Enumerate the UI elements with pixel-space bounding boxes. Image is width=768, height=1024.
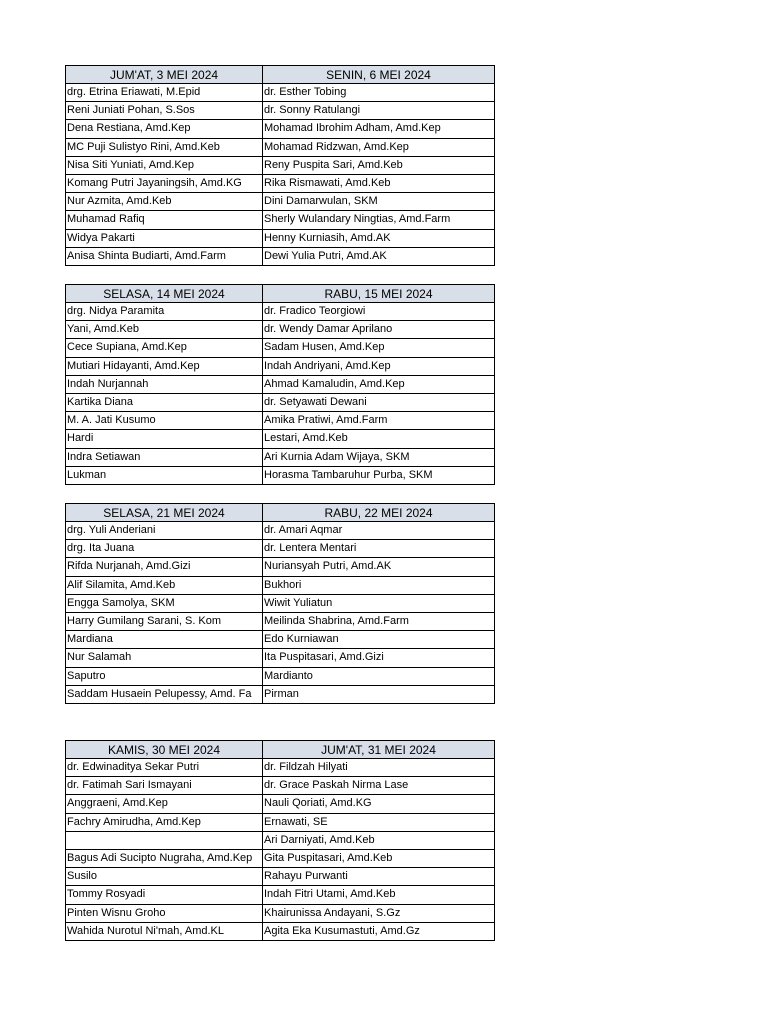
name-cell: Tommy Rosyadi: [66, 886, 263, 904]
name-cell: Meilinda Shabrina, Amd.Farm: [263, 612, 495, 630]
name-cell: Cece Supiana, Amd.Kep: [66, 339, 263, 357]
name-cell: Gita Puspitasari, Amd.Keb: [263, 849, 495, 867]
date-header: SELASA, 21 MEI 2024: [66, 504, 263, 522]
name-cell: dr. Fildzah Hilyati: [263, 759, 495, 777]
name-cell: Wiwit Yuliatun: [263, 594, 495, 612]
table-row: [66, 430, 495, 448]
name-cell: Nauli Qoriati, Amd.KG: [263, 795, 495, 813]
table-row: [66, 576, 495, 594]
name-cell: M. A. Jati Kusumo: [66, 412, 263, 430]
name-cell: Indra Setiawan: [66, 448, 263, 466]
name-cell: [66, 831, 263, 849]
name-cell: Ari Kurnia Adam Wijaya, SKM: [263, 448, 495, 466]
name-cell: Kartika Diana: [66, 393, 263, 411]
table-row: [66, 612, 495, 630]
name-cell: dr. Grace Paskah Nirma Lase: [263, 777, 495, 795]
table-row: [66, 540, 495, 558]
name-cell: Dini Damarwulan, SKM: [263, 193, 495, 211]
schedule-table: [65, 284, 495, 485]
table-row: [66, 393, 495, 411]
name-cell: dr. Fatimah Sari Ismayani: [66, 777, 263, 795]
table-row: [66, 594, 495, 612]
table-row: [66, 193, 495, 211]
table-row: [66, 886, 495, 904]
name-cell: Engga Samolya, SKM: [66, 594, 263, 612]
table-row: [66, 357, 495, 375]
table-row: [66, 795, 495, 813]
table-row: [66, 102, 495, 120]
table-row: [66, 211, 495, 229]
name-cell: Mardianto: [263, 667, 495, 685]
header-row: [66, 285, 495, 303]
date-header: SELASA, 14 MEI 2024: [66, 285, 263, 303]
table-row: [66, 831, 495, 849]
table-row: [66, 649, 495, 667]
name-cell: dr. Setyawati Dewani: [263, 393, 495, 411]
name-cell: Hardi: [66, 430, 263, 448]
name-cell: Dewi Yulia Putri, Amd.AK: [263, 247, 495, 265]
name-cell: Susilo: [66, 868, 263, 886]
name-cell: Amika Pratiwi, Amd.Farm: [263, 412, 495, 430]
name-cell: Wahida Nurotul Ni'mah, Amd.KL: [66, 922, 263, 940]
name-cell: drg. Ita Juana: [66, 540, 263, 558]
date-header: SENIN, 6 MEI 2024: [263, 66, 495, 84]
table-row: [66, 375, 495, 393]
name-cell: Mutiari Hidayanti, Amd.Kep: [66, 357, 263, 375]
table-row: [66, 667, 495, 685]
table-row: [66, 631, 495, 649]
name-cell: Sadam Husen, Amd.Kep: [263, 339, 495, 357]
name-cell: dr. Wendy Damar Aprilano: [263, 321, 495, 339]
name-cell: Mardiana: [66, 631, 263, 649]
table-row: [66, 84, 495, 102]
name-cell: Lestari, Amd.Keb: [263, 430, 495, 448]
name-cell: Nuriansyah Putri, Amd.AK: [263, 558, 495, 576]
name-cell: Widya Pakarti: [66, 229, 263, 247]
table-row: [66, 759, 495, 777]
table-row: [66, 303, 495, 321]
name-cell: drg. Yuli Anderiani: [66, 522, 263, 540]
date-header: RABU, 15 MEI 2024: [263, 285, 495, 303]
header-row: [66, 66, 495, 84]
table-row: [66, 339, 495, 357]
schedule-block-3: [65, 503, 494, 704]
name-cell: dr. Esther Tobing: [263, 84, 495, 102]
table-row: [66, 120, 495, 138]
name-cell: Horasma Tambaruhur Purba, SKM: [263, 466, 495, 484]
name-cell: drg. Etrina Eriawati, M.Epid: [66, 84, 263, 102]
name-cell: Saddam Husaein Pelupessy, Amd. Fa: [66, 685, 263, 703]
name-cell: Saputro: [66, 667, 263, 685]
name-cell: drg. Nidya Paramita: [66, 303, 263, 321]
name-cell: Pinten Wisnu Groho: [66, 904, 263, 922]
name-cell: Fachry Amirudha, Amd.Kep: [66, 813, 263, 831]
name-cell: Yani, Amd.Keb: [66, 321, 263, 339]
date-header: KAMIS, 30 MEI 2024: [66, 741, 263, 759]
schedule-block-2: [65, 284, 494, 485]
table-row: [66, 904, 495, 922]
name-cell: Edo Kurniawan: [263, 631, 495, 649]
table-row: [66, 174, 495, 192]
table-row: [66, 685, 495, 703]
name-cell: Reni Juniati Pohan, S.Sos: [66, 102, 263, 120]
name-cell: Sherly Wulandary Ningtias, Amd.Farm: [263, 211, 495, 229]
name-cell: Nur Salamah: [66, 649, 263, 667]
name-cell: Komang Putri Jayaningsih, Amd.KG: [66, 174, 263, 192]
name-cell: Bukhori: [263, 576, 495, 594]
date-header: JUM'AT, 31 MEI 2024: [263, 741, 495, 759]
schedule-table: [65, 503, 495, 704]
name-cell: Agita Eka Kusumastuti, Amd.Gz: [263, 922, 495, 940]
name-cell: Anggraeni, Amd.Kep: [66, 795, 263, 813]
name-cell: Harry Gumilang Sarani, S. Kom: [66, 612, 263, 630]
name-cell: Khairunissa Andayani, S.Gz: [263, 904, 495, 922]
table-row: [66, 138, 495, 156]
name-cell: Rahayu Purwanti: [263, 868, 495, 886]
name-cell: Ernawati, SE: [263, 813, 495, 831]
table-row: [66, 868, 495, 886]
table-row: [66, 849, 495, 867]
name-cell: Ahmad Kamaludin, Amd.Kep: [263, 375, 495, 393]
date-header: RABU, 22 MEI 2024: [263, 504, 495, 522]
name-cell: Anisa Shinta Budiarti, Amd.Farm: [66, 247, 263, 265]
name-cell: Dena Restiana, Amd.Kep: [66, 120, 263, 138]
table-row: [66, 412, 495, 430]
name-cell: Indah Fitri Utami, Amd.Keb: [263, 886, 495, 904]
schedule-table: [65, 740, 495, 941]
table-row: [66, 558, 495, 576]
schedule-table: [65, 65, 495, 266]
date-header: JUM'AT, 3 MEI 2024: [66, 66, 263, 84]
schedule-block-4: [65, 740, 494, 941]
table-row: [66, 156, 495, 174]
name-cell: Muhamad Rafiq: [66, 211, 263, 229]
name-cell: Reny Puspita Sari, Amd.Keb: [263, 156, 495, 174]
name-cell: Nisa Siti Yuniati, Amd.Kep: [66, 156, 263, 174]
name-cell: Nur Azmita, Amd.Keb: [66, 193, 263, 211]
name-cell: Ita Puspitasari, Amd.Gizi: [263, 649, 495, 667]
table-row: [66, 448, 495, 466]
table-row: [66, 466, 495, 484]
name-cell: Lukman: [66, 466, 263, 484]
table-row: [66, 777, 495, 795]
name-cell: dr. Edwinaditya Sekar Putri: [66, 759, 263, 777]
table-row: [66, 321, 495, 339]
name-cell: Bagus Adi Sucipto Nugraha, Amd.Kep: [66, 849, 263, 867]
name-cell: Mohamad Ridzwan, Amd.Kep: [263, 138, 495, 156]
name-cell: dr. Sonny Ratulangi: [263, 102, 495, 120]
header-row: [66, 741, 495, 759]
name-cell: Pirman: [263, 685, 495, 703]
name-cell: Henny Kurniasih, Amd.AK: [263, 229, 495, 247]
table-row: [66, 247, 495, 265]
name-cell: dr. Amari Aqmar: [263, 522, 495, 540]
name-cell: Alif Silamita, Amd.Keb: [66, 576, 263, 594]
name-cell: Rika Rismawati, Amd.Keb: [263, 174, 495, 192]
schedule-block-1: [65, 65, 494, 266]
table-row: [66, 229, 495, 247]
table-row: [66, 522, 495, 540]
name-cell: Indah Nurjannah: [66, 375, 263, 393]
table-row: [66, 813, 495, 831]
header-row: [66, 504, 495, 522]
name-cell: Ari Darniyati, Amd.Keb: [263, 831, 495, 849]
name-cell: Indah Andriyani, Amd.Kep: [263, 357, 495, 375]
name-cell: Mohamad Ibrohim Adham, Amd.Kep: [263, 120, 495, 138]
name-cell: dr. Fradico Teorgiowi: [263, 303, 495, 321]
name-cell: Rifda Nurjanah, Amd.Gizi: [66, 558, 263, 576]
table-row: [66, 922, 495, 940]
name-cell: MC Puji Sulistyo Rini, Amd.Keb: [66, 138, 263, 156]
name-cell: dr. Lentera Mentari: [263, 540, 495, 558]
